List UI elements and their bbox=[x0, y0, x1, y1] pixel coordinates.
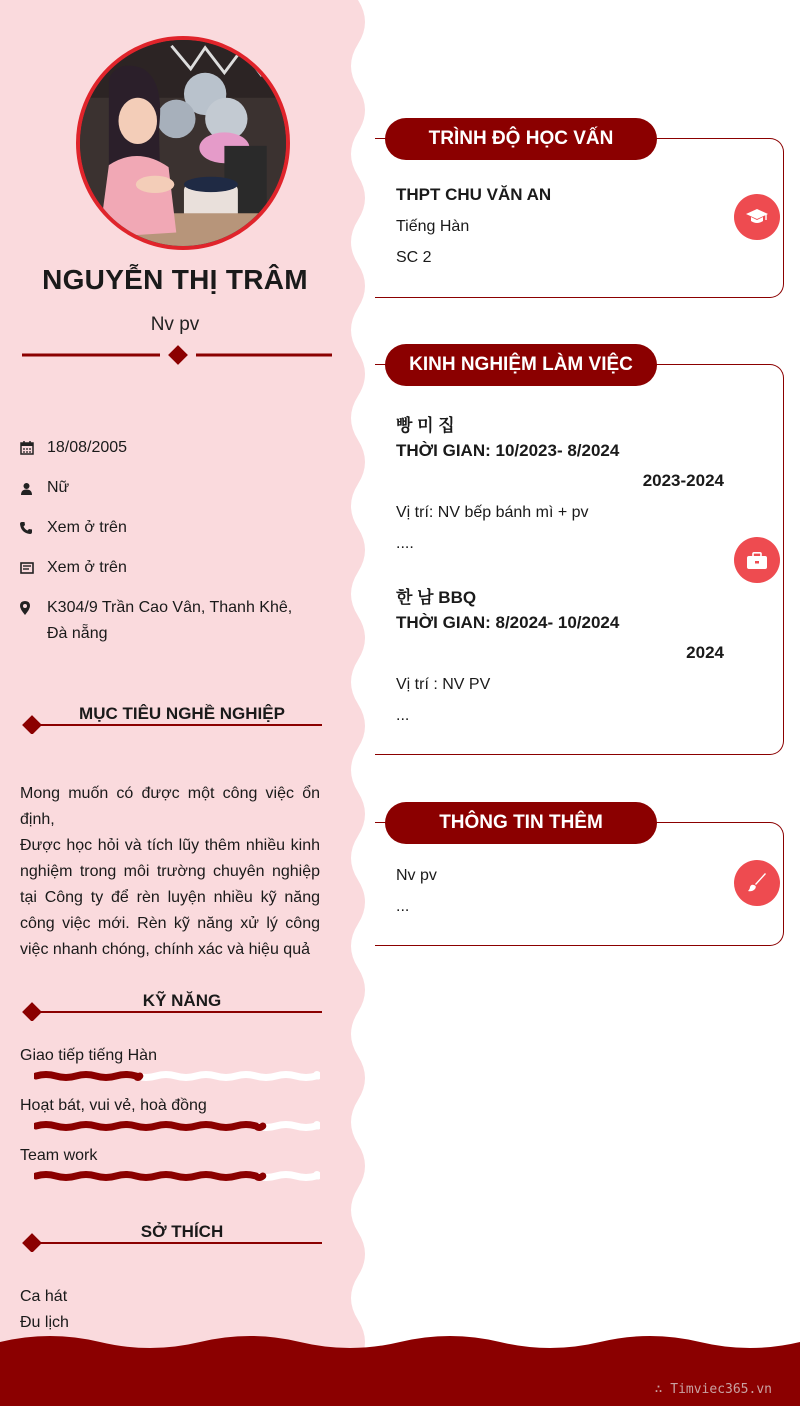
experience-heading: KINH NGHIỆM LÀM VIỆC bbox=[385, 344, 657, 386]
additional-heading: THÔNG TIN THÊM bbox=[385, 802, 657, 844]
hobby-item: Đu lịch bbox=[20, 1314, 69, 1331]
education-major: Tiếng Hàn bbox=[396, 218, 470, 235]
job-position: Vị trí : NV PV bbox=[396, 676, 491, 693]
job-company: 빵 미 집 bbox=[396, 416, 455, 435]
job-note: .... bbox=[396, 535, 414, 552]
skills-title: KỸ NĂNG bbox=[142, 991, 222, 1010]
email-text: Xem ở trên bbox=[47, 559, 127, 576]
job-year: 2024 bbox=[686, 643, 724, 662]
education-level: SC 2 bbox=[396, 249, 432, 266]
skills-heading bbox=[22, 991, 322, 1021]
objective-line-2: Được học hỏi và tích lũy thêm nhiều kinh nghiệm trong môi trường chuyên nghiệp tại Công ty để rèn luyện nhiều kỹ năng công việc mới. Rèn kỹ năng xử lý công việc nhanh chóng, chính xác và hiệu quả bbox=[20, 837, 320, 958]
skill-level-bar bbox=[34, 1169, 320, 1183]
gender-text: Nữ bbox=[47, 479, 70, 496]
objective-heading bbox=[22, 704, 322, 734]
brush-icon bbox=[734, 860, 780, 906]
objective-line-1: Mong muốn có được một công việc ổn định, bbox=[20, 785, 320, 828]
calendar-icon bbox=[20, 438, 47, 458]
job-time: THỜI GIAN: 8/2024- 10/2024 bbox=[396, 613, 620, 632]
skill-fill bbox=[36, 1125, 263, 1128]
skill-level-bar bbox=[34, 1069, 320, 1083]
job-note: ... bbox=[396, 707, 410, 724]
job-year: 2023-2024 bbox=[642, 471, 724, 490]
skill-item bbox=[20, 1097, 320, 1115]
phone-text: Xem ở trên bbox=[47, 519, 127, 536]
gender-row bbox=[20, 478, 69, 501]
hobbies-title: SỞ THÍCH bbox=[140, 1222, 224, 1241]
location-icon bbox=[20, 598, 47, 618]
birthday-row bbox=[20, 438, 127, 461]
skill-item bbox=[20, 1047, 320, 1065]
email-row bbox=[20, 558, 127, 581]
hobbies-list bbox=[20, 1284, 69, 1336]
address-row bbox=[20, 598, 292, 647]
briefcase-icon bbox=[734, 537, 780, 583]
skill-fill bbox=[36, 1175, 263, 1178]
address-line-2: Đà nẵng bbox=[47, 625, 108, 642]
skill-label: Team work bbox=[20, 1147, 98, 1164]
education-heading: TRÌNH ĐỘ HỌC VẤN bbox=[385, 118, 657, 160]
phone-icon bbox=[20, 518, 47, 538]
name-divider bbox=[22, 344, 332, 366]
skill-label: Giao tiếp tiếng Hàn bbox=[20, 1047, 157, 1064]
education-school: THPT CHU VĂN AN bbox=[396, 185, 552, 204]
hobby-item: Ca hát bbox=[20, 1288, 68, 1305]
job-time: THỜI GIAN: 10/2023- 8/2024 bbox=[396, 441, 620, 460]
candidate-name: NGUYỄN THỊ TRÂM bbox=[42, 264, 308, 295]
job-company: 한 남 BBQ bbox=[396, 588, 477, 607]
additional-note: ... bbox=[396, 898, 410, 915]
mail-icon bbox=[20, 558, 47, 578]
job-title: Nv pv bbox=[150, 314, 200, 335]
graduation-cap-icon bbox=[734, 194, 780, 240]
hobbies-heading bbox=[22, 1222, 322, 1252]
skill-item bbox=[20, 1147, 320, 1165]
user-icon bbox=[20, 478, 47, 498]
birthday-text: 18/08/2005 bbox=[47, 439, 128, 456]
watermark: ∴ Timviec365.vn bbox=[654, 1382, 772, 1397]
address-line-1: K304/9 Trần Cao Vân, Thanh Khê, bbox=[47, 599, 293, 616]
profile-photo bbox=[80, 40, 286, 246]
skill-label: Hoạt bát, vui vẻ, hoà đồng bbox=[20, 1097, 207, 1114]
address-text bbox=[47, 595, 292, 647]
skill-fill bbox=[36, 1075, 140, 1078]
job-position: Vị trí: NV bếp bánh mì + pv bbox=[396, 504, 589, 521]
additional-text: Nv pv bbox=[396, 867, 437, 884]
objective-text bbox=[20, 781, 320, 963]
phone-row bbox=[20, 518, 127, 541]
skill-level-bar bbox=[34, 1119, 320, 1133]
objective-title: MỤC TIÊU NGHỀ NGHIỆP bbox=[79, 704, 285, 723]
avatar bbox=[76, 36, 290, 250]
